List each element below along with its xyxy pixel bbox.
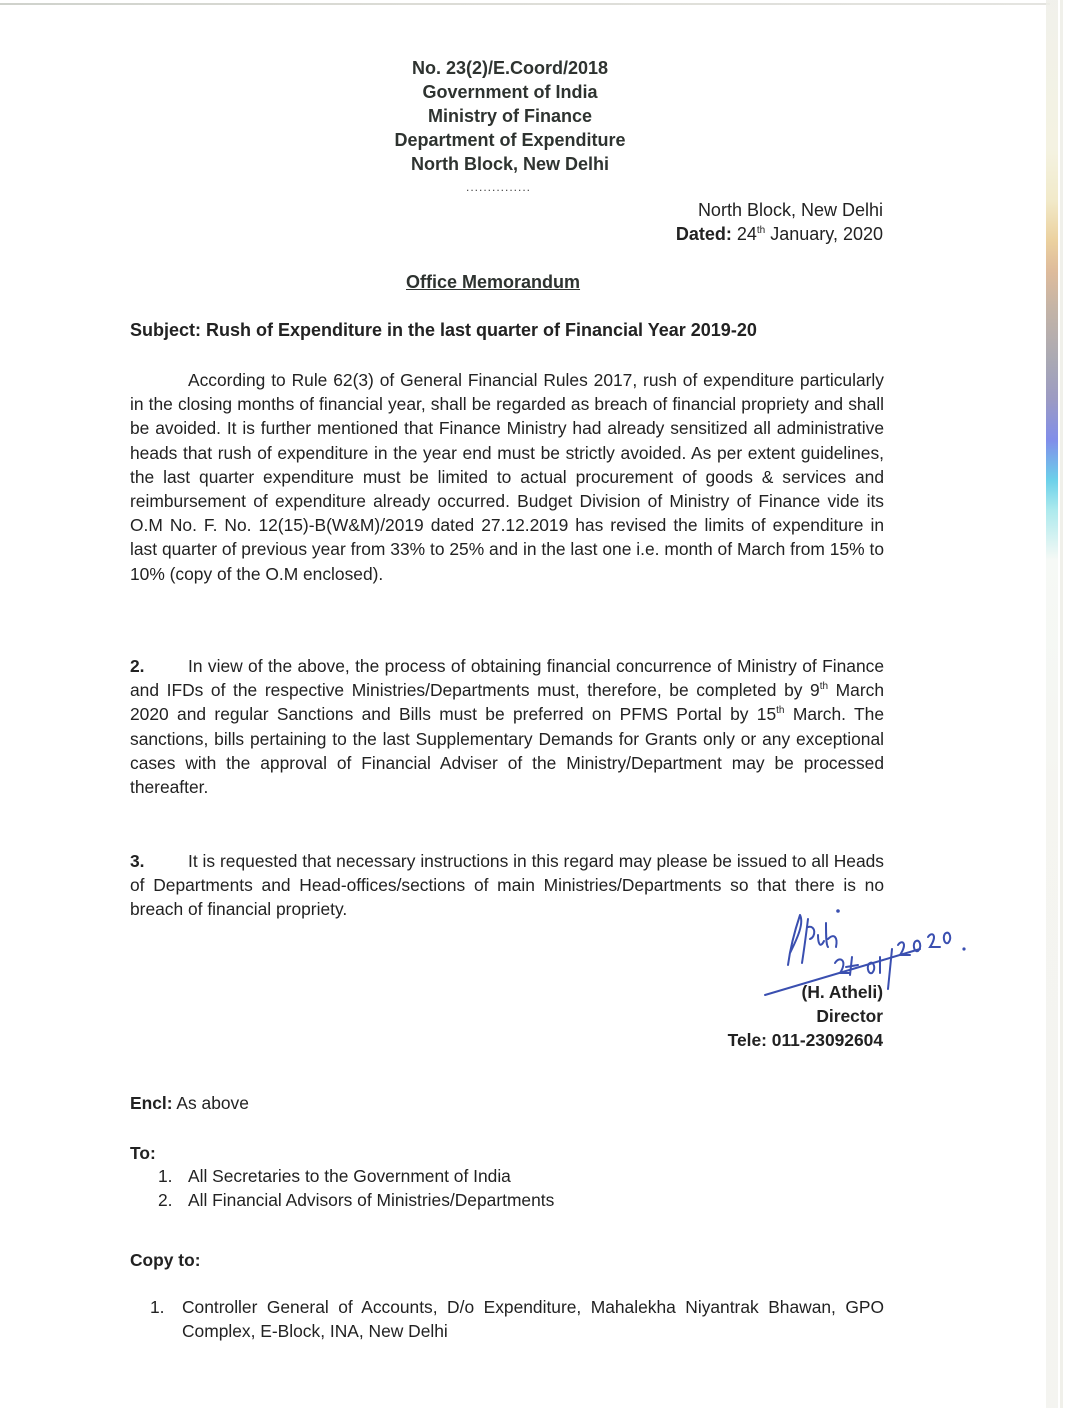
- signatory-designation: Director: [816, 1006, 883, 1026]
- place-and-date: [676, 198, 883, 246]
- ministry-name: Ministry of Finance: [427, 106, 593, 126]
- to-list: [158, 1164, 554, 1212]
- list-item: 1. Controller General of Accounts, D/o Expenditure, Mahalekha Niyantrak Bhawan, GPO Complex, E-Block, INA, New Delhi: [150, 1297, 884, 1341]
- paragraph-2-text-c: March. The sanctions, bills pertaining to the last Supplementary Demands for Grants only or any exceptional cases with the approval of Financial Adviser of the Ministry/Department may be processed thereafter.: [130, 704, 884, 798]
- file-number: No. 23(2)/E.Coord/2018: [411, 58, 609, 78]
- memo-title: Office Memorandum: [406, 272, 581, 292]
- scan-edge-strip: [1046, 0, 1058, 1408]
- subject-line: Subject: Rush of Expenditure in the last quarter of Financial Year 2019-20: [130, 320, 757, 340]
- paragraph-2: [130, 654, 884, 799]
- enclosure-value: As above: [176, 1093, 249, 1113]
- copy-to-label: Copy to:: [130, 1250, 201, 1270]
- date-rest: January, 2020: [770, 224, 883, 244]
- paragraph-1: [130, 368, 884, 586]
- paragraph-3-text: It is requested that necessary instructions in this regard may please be issued to all Heads of Departments and Head-offices/sections of main Ministries/Departments so that there is no breach of financial propriety.: [130, 851, 884, 920]
- ordinal-suffix: th: [776, 705, 785, 717]
- place: North Block, New Delhi: [697, 200, 883, 220]
- dated-label: Dated:: [675, 224, 732, 244]
- enclosure: [130, 1093, 249, 1114]
- date-suffix: th: [756, 225, 766, 236]
- government-name: Government of India: [422, 82, 598, 102]
- date-day: 24: [736, 224, 757, 244]
- copy-to-list: [150, 1295, 884, 1343]
- department-name: Department of Expenditure: [394, 130, 626, 150]
- page-top-edge: [0, 3, 1050, 5]
- office-address: North Block, New Delhi: [410, 154, 610, 174]
- list-item: 1. All Secretaries to the Government of India: [158, 1166, 511, 1186]
- signatory-telephone: Tele: 011-23092604: [727, 1030, 883, 1050]
- paragraph-1-text: According to Rule 62(3) of General Financial Rules 2017, rush of expenditure particularly in the closing months of financial year, shall be regarded as breach of financial propriety and shall be avoided. It is further mentioned that Finance Ministry had already sensitized all administrative heads that rush of expenditure in the year end must be strictly avoided. As per extent guidelines, the last quarter expenditure must be limited to actual procurement of goods & services and reimbursement of expenditure already occurred. Budget Division of Ministry of Finance vide its O.M No. F. No. 12(15)-B(W&M)/2019 dated 27.12.2019 has revised the limits of expenditure in last quarter of previous year from 33% to 25% and in the last one i.e. month of March from 15% to 10% (copy of the O.M enclosed).: [130, 370, 884, 584]
- paragraph-3-number: 3.: [130, 851, 145, 871]
- letterhead: [300, 56, 720, 176]
- to-label: To:: [130, 1143, 156, 1163]
- list-item: 2. All Financial Advisors of Ministries/Departments: [158, 1190, 555, 1210]
- ordinal-suffix: th: [819, 681, 829, 693]
- paragraph-2-number: 2.: [130, 656, 145, 676]
- header-separator: ...............: [466, 180, 532, 194]
- signatory-block: [728, 980, 883, 1052]
- date-line: [676, 222, 883, 246]
- signatory-name: (H. Atheli): [801, 982, 883, 1002]
- paragraph-2-text-b: March 2020 and regular Sanctions and Bills must be preferred on PFMS Portal by 15: [130, 680, 884, 725]
- paragraph-2-text-a: In view of the above, the process of obtaining financial concurrence of Ministry of Finance and IFDs of the respective Ministries/Departments must, therefore, be completed by 9: [130, 656, 884, 701]
- enclosure-label: Encl:: [130, 1093, 173, 1113]
- scan-edge-line: [1060, 0, 1063, 1408]
